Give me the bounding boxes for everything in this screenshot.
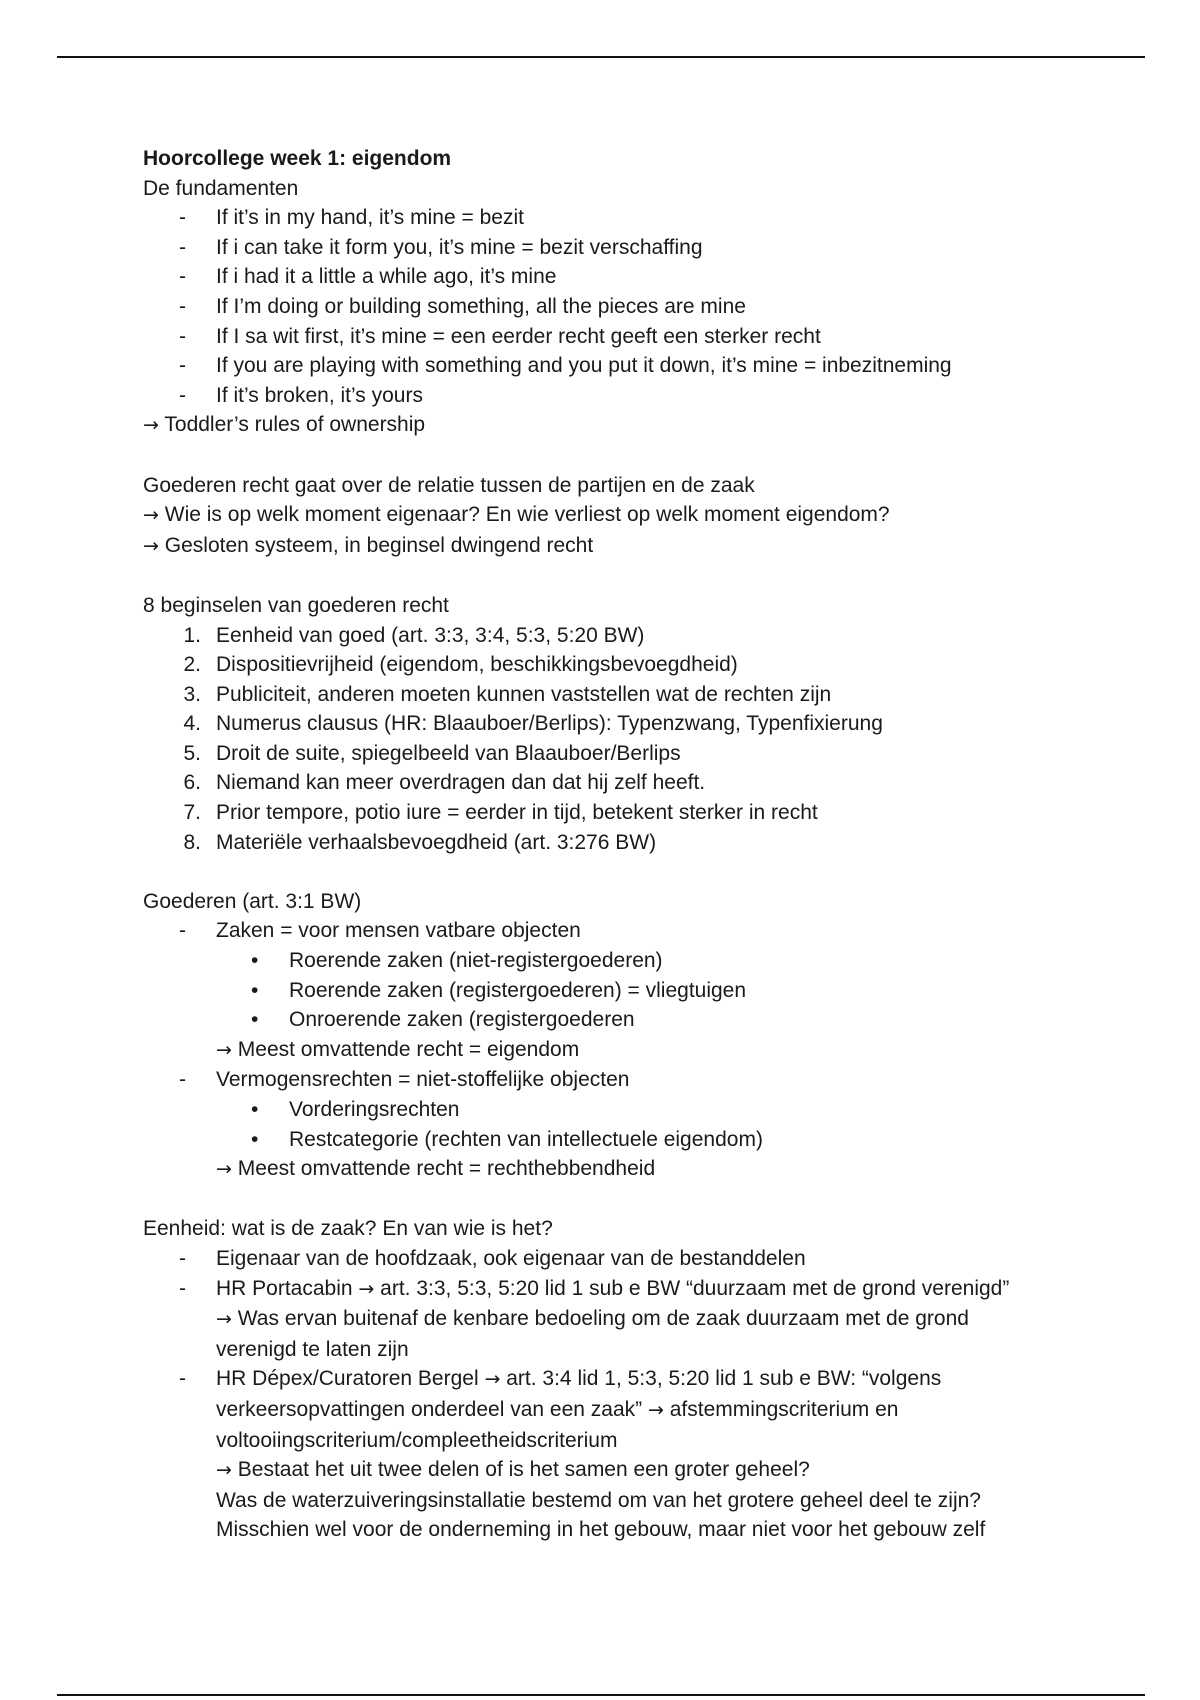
bullet-item: • Roerende zaken (registergoederen) = vliegtuigen — [251, 978, 747, 1002]
bullet-item: • Restcategorie (rechten van intellectuele eigendom) — [251, 1127, 763, 1151]
list-item: - If it’s in my hand, it’s mine = bezit — [179, 206, 524, 230]
numbered-item: 2. Dispositievrijheid (eigendom, beschikkingsbevoegdheid) — [183, 653, 738, 677]
footer-rule — [57, 1694, 1145, 1696]
list-item: - HR Portacabin → art. 3:3, 5:3, 5:20 lid 1 sub e BW “duurzaam met de grond verenigd” — [179, 1276, 1010, 1300]
numbered-item: 6. Niemand kan meer overdragen dan dat hij zelf heeft. — [183, 771, 706, 795]
continuation-line: Was de waterzuiveringsinstallatie bestemd om van het grotere geheel deel te zijn? — [216, 1488, 981, 1512]
numbered-item: 1. Eenheid van goed (art. 3:3, 3:4, 5:3, 5:20 BW) — [183, 623, 645, 647]
continuation-line: → Was ervan buitenaf de kenbare bedoeling om de zaak duurzaam met de grond — [216, 1307, 969, 1331]
bullet-item: • Vorderingsrechten — [251, 1098, 460, 1121]
arrow-icon: → — [216, 1038, 232, 1061]
arrow-icon: → — [484, 1368, 501, 1391]
arrow-icon: → — [143, 504, 159, 527]
list-item: - If it’s broken, it’s yours — [179, 383, 423, 407]
arrow-icon: → — [216, 1308, 232, 1331]
arrow-line: → Meest omvattende recht = eigendom — [216, 1037, 580, 1061]
continuation-line: Misschien wel voor de onderneming in het gebouw, maar niet voor het gebouw zelf — [216, 1518, 986, 1542]
continuation-line: verenigd te laten zijn — [216, 1337, 409, 1361]
numbered-item: 3. Publiciteit, anderen moeten kunnen vaststellen wat de rechten zijn — [183, 682, 832, 706]
conclusion-line: → Toddler’s rules of ownership — [143, 413, 426, 437]
arrow-icon: → — [143, 534, 159, 557]
list-item: - If i can take it form you, it’s mine = bezit verschaffing — [179, 235, 703, 259]
continuation-line: verkeersopvattingen onderdeel van een zaak” → afstemmingscriterium en — [216, 1397, 899, 1421]
list-item: - Zaken = voor mensen vatbare objecten — [179, 919, 581, 943]
bullet-item: • Roerende zaken (niet-registergoederen) — [251, 949, 663, 973]
numbered-item: 4. Numerus clausus (HR: Blaauboer/Berlips): Typenzwang, Typenfixierung — [183, 712, 883, 736]
list-item: - Vermogensrechten = niet-stoffelijke objecten — [179, 1068, 630, 1092]
continuation-line: → Bestaat het uit twee delen of is het samen een groter geheel? — [216, 1458, 810, 1482]
section-heading: 8 beginselen van goederen recht — [143, 593, 449, 617]
arrow-icon: → — [216, 1158, 232, 1181]
list-item: - If I sa wit first, it’s mine = een eerder recht geeft een sterker recht — [179, 324, 821, 348]
bullet-item: • Onroerende zaken (registergoederen — [251, 1008, 635, 1032]
numbered-item: 7. Prior tempore, potio iure = eerder in tijd, betekent sterker in recht — [183, 801, 818, 825]
section-heading: Goederen recht gaat over de relatie tussen de partijen en de zaak — [143, 473, 755, 497]
list-item: - If you are playing with something and you put it down, it’s mine = inbezitneming — [179, 354, 952, 378]
list-item: - If I’m doing or building something, all the pieces are mine — [179, 294, 746, 318]
list-item: - If i had it a little a while ago, it’s mine — [179, 265, 557, 289]
arrow-icon: → — [216, 1459, 232, 1482]
arrow-line: → Meest omvattende recht = rechthebbendheid — [216, 1157, 656, 1181]
section-heading: Eenheid: wat is de zaak? En van wie is het? — [143, 1217, 553, 1241]
list-item: - Eigenaar van de hoofdzaak, ook eigenaar van de bestanddelen — [179, 1246, 806, 1270]
document-page — [143, 144, 1063, 1545]
section-heading: Goederen (art. 3:1 BW) — [143, 889, 362, 913]
numbered-item: 5. Droit de suite, spiegelbeeld van Blaauboer/Berlips — [183, 741, 681, 765]
numbered-item: 8. Materiële verhaalsbevoegdheid (art. 3:276 BW) — [183, 830, 657, 854]
arrow-line: → Gesloten systeem, in beginsel dwingend recht — [143, 533, 594, 557]
arrow-icon: → — [647, 1398, 664, 1421]
arrow-line: → Wie is op welk moment eigenaar? En wie verliest op welk moment eigendom? — [143, 503, 890, 527]
arrow-icon: → — [143, 414, 159, 437]
section-heading: De fundamenten — [143, 176, 299, 200]
page-title: Hoorcollege week 1: eigendom — [143, 147, 452, 170]
continuation-line: voltooiingscriterium/compleetheidscriterium — [216, 1428, 618, 1452]
list-item: - HR Dépex/Curatoren Bergel → art. 3:4 lid 1, 5:3, 5:20 lid 1 sub e BW: “volgens — [179, 1367, 942, 1391]
header-rule — [57, 56, 1145, 58]
arrow-icon: → — [358, 1277, 375, 1300]
